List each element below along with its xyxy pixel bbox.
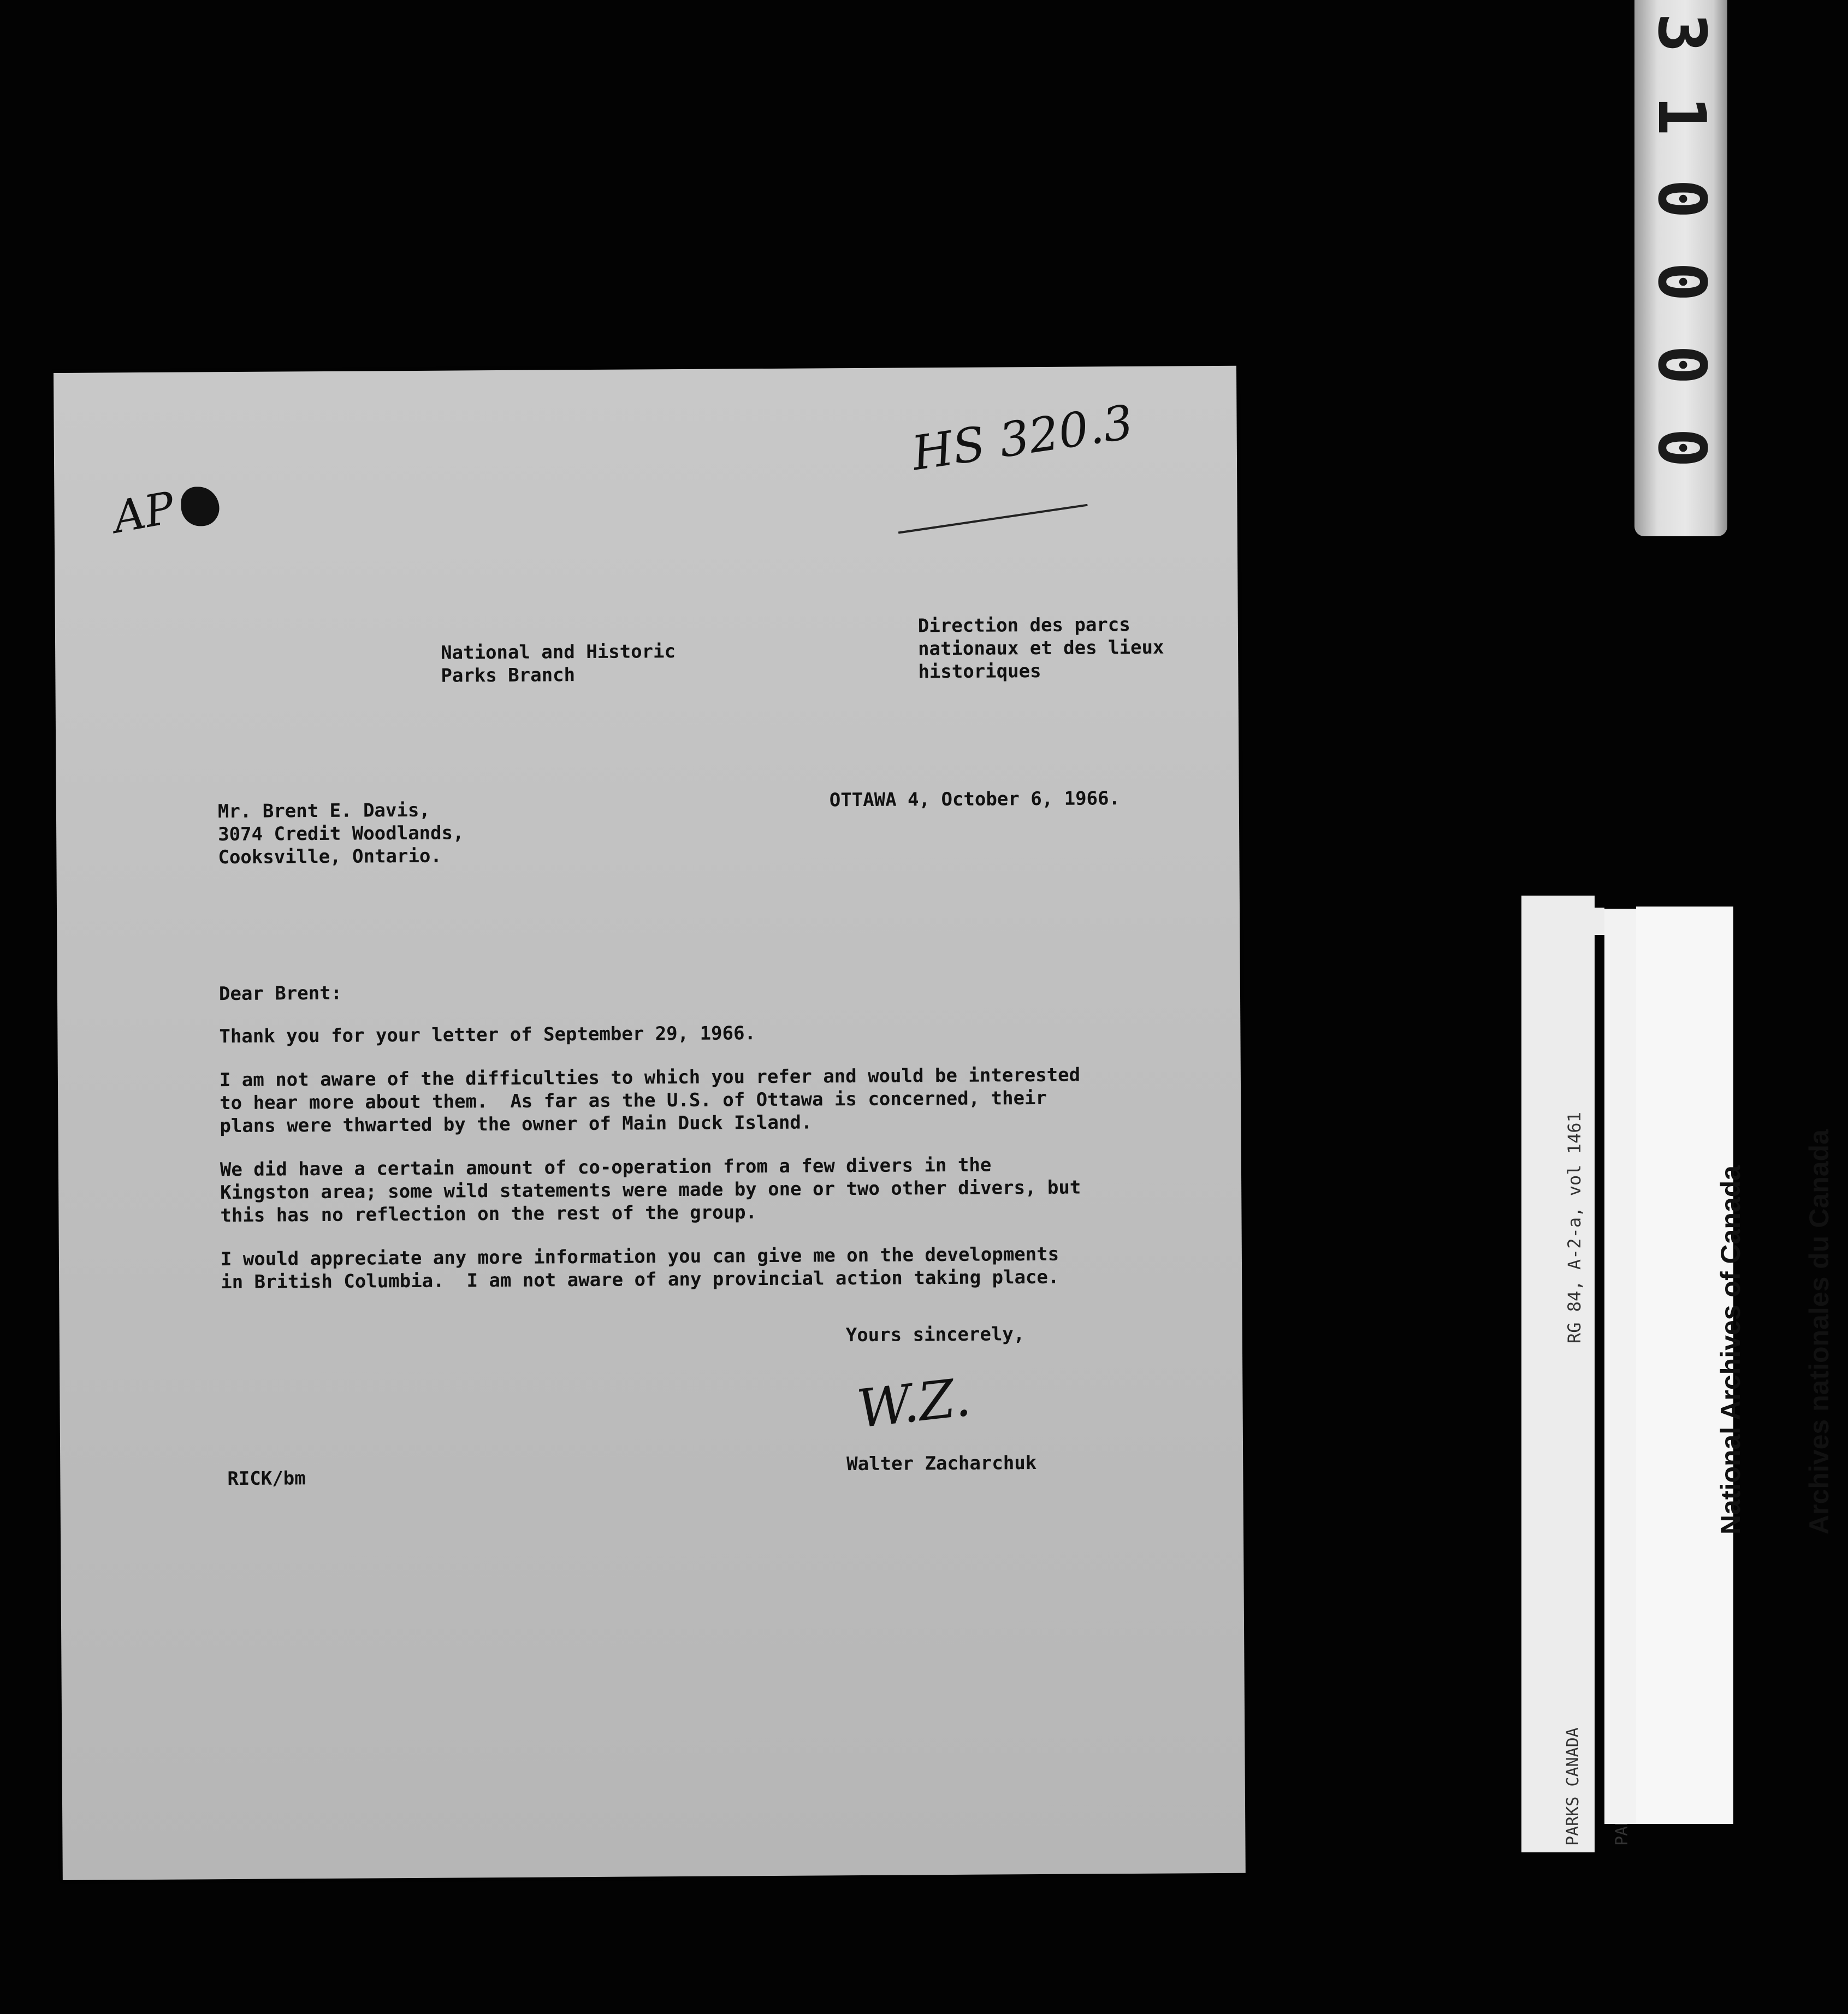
letterhead-french — [918, 613, 1164, 684]
corner-initials-annotation: AP — [109, 482, 179, 543]
national-archives-line: Archives nationales du Canada — [1804, 1129, 1834, 1535]
frame-number — [1638, 0, 1724, 481]
signature-initials: W.Z. — [854, 1366, 974, 1440]
letterhead-french-line: historiques — [918, 660, 1041, 683]
label-divider-strip — [1604, 909, 1637, 1824]
letter-body — [219, 1020, 1081, 1294]
body-paragraph — [220, 1153, 1081, 1228]
frame-digit: 1 — [1643, 96, 1719, 136]
body-paragraph — [219, 1020, 1080, 1049]
body-line: plans were thwarted by the owner of Main Duck Island. — [220, 1111, 813, 1138]
body-line: Thank you for your letter of September 29, 1966. — [219, 1022, 756, 1048]
frame-digit: 0 — [1643, 262, 1719, 302]
typist-reference: RICK/bm — [227, 1467, 306, 1490]
letterhead-english-line: Parks Branch — [441, 664, 576, 687]
recipient-address — [218, 798, 464, 869]
salutation: Dear Brent: — [218, 982, 342, 1005]
recipient-line: 3074 Credit Woodlands, — [218, 822, 464, 846]
closing: Yours sincerely, — [845, 1323, 1025, 1347]
letter-sheet — [54, 366, 1246, 1880]
frame-digit: 0 — [1643, 179, 1719, 219]
recipient-line: Cooksville, Ontario. — [218, 845, 442, 869]
body-paragraph — [221, 1243, 1082, 1294]
letterhead-french-line: Direction des parcs — [917, 613, 1130, 637]
file-number-annotation: HS 320.3 — [908, 395, 1137, 482]
national-archives-text — [1657, 1129, 1848, 1535]
national-archives-label — [1636, 907, 1834, 1824]
archive-reference-label — [1521, 896, 1595, 1852]
film-frame-strip — [1634, 0, 1727, 536]
letterhead-french-line: nationaux et des lieux — [917, 636, 1164, 660]
national-archives-line: National Archives of Canada — [1715, 1165, 1746, 1535]
ink-blot — [181, 487, 219, 526]
body-line: to hear more about them. As far as the U.S. of Ottawa is concerned, their — [220, 1087, 1047, 1115]
body-line: We did have a certain amount of co-operation from a few divers in the — [220, 1154, 992, 1181]
agency-line: PARKS CANADA — [1563, 1727, 1583, 1846]
body-line: Kingston area; some wild statements were made by one or two other divers, but — [220, 1176, 1081, 1204]
body-line: this has no reflection on the rest of the group. — [220, 1201, 757, 1227]
frame-digit: 0 — [1643, 345, 1719, 385]
archive-reference-line: RG 84, A-2-a, vol 1461 — [1564, 1112, 1585, 1343]
recipient-line: Mr. Brent E. Davis, — [217, 799, 430, 823]
letterhead-english-line: National and Historic — [441, 641, 676, 664]
frame-digit: 0 — [1643, 428, 1719, 468]
body-paragraph — [220, 1064, 1081, 1138]
body-line: I am not aware of the difficulties to which you refer and would be interested — [219, 1064, 1081, 1092]
frame-digit: 3 — [1643, 13, 1719, 53]
body-line: I would appreciate any more information you can give me on the developments — [220, 1243, 1059, 1271]
signatory-name: Walter Zacharchuk — [846, 1452, 1037, 1476]
letter-date: OTTAWA 4, October 6, 1966. — [829, 787, 1121, 811]
file-number-underline — [898, 504, 1088, 534]
body-line: in British Columbia. I am not aware of any provincial action taking place. — [221, 1266, 1059, 1294]
letterhead-english — [441, 640, 676, 688]
